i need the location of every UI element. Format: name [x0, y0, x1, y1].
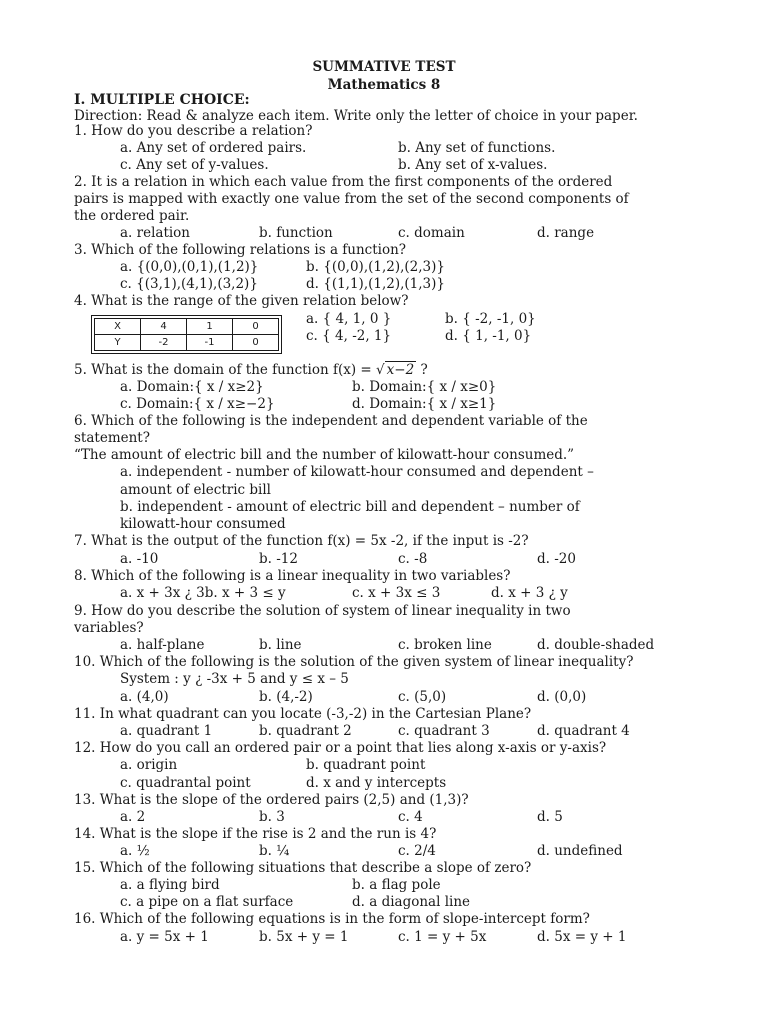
question-3-choice-c: c. {(3,1),(4,1),(3,2)} [120, 276, 258, 292]
question-6-stem-line2: statement? [74, 430, 150, 446]
table-cell: 0 [233, 319, 279, 335]
question-16-choice-d: d. 5x = y + 1 [537, 929, 627, 945]
question-8-stem: 8. Which of the following is a linear inequality in two variables? [74, 568, 511, 584]
question-9-stem-line2: variables? [74, 620, 144, 636]
question-15-choice-b: b. a flag pole [352, 877, 441, 893]
table-row [95, 335, 279, 351]
table-cell: -2 [141, 335, 187, 351]
question-4-choice-b: b. { -2, -1, 0} [445, 311, 536, 327]
question-9-choice-d: d. double-shaded [537, 637, 655, 653]
relation-table [94, 318, 279, 351]
question-11-choice-b: b. quadrant 2 [259, 723, 352, 739]
question-15-choice-d: d. a diagonal line [352, 894, 471, 910]
table-cell: 1 [187, 319, 233, 335]
question-8-choice-d: d. x + 3 ¿ y [491, 585, 568, 601]
question-6-choice-a: a. independent - number of kilowatt-hour consumed and dependent – [120, 464, 594, 480]
question-16-choice-c: c. 1 = y + 5x [398, 929, 487, 945]
question-8-choice-c: c. x + 3x ≤ 3 [352, 585, 441, 601]
question-4-choice-a: a. { 4, 1, 0 } [306, 311, 392, 327]
question-16-choice-a: a. y = 5x + 1 [120, 929, 209, 945]
question-7-choice-a: a. -10 [120, 551, 159, 567]
page-title: SUMMATIVE TEST [312, 59, 456, 75]
question-15-choice-c: c. a pipe on a flat surface [120, 894, 294, 910]
question-1-choice-a: a. Any set of ordered pairs. [120, 140, 307, 156]
question-5-stem [74, 362, 428, 379]
question-13-choice-c: c. 4 [398, 809, 423, 825]
question-5-choice-c: c. Domain:{ x / x≥−2} [120, 396, 275, 412]
question-14-choice-c: c. 2/4 [398, 843, 436, 859]
question-8-choice-ab: a. x + 3x ¿ 3b. x + 3 ≤ y [120, 585, 286, 601]
question-1-choice-c: c. Any set of y-values. [120, 157, 269, 173]
question-6-choice-b: b. independent - amount of electric bill and dependent – number of [120, 499, 580, 515]
question-14-choice-d: d. undefined [537, 843, 623, 859]
question-11-choice-d: d. quadrant 4 [537, 723, 630, 739]
question-6-choice-b-cont: kilowatt-hour consumed [120, 516, 286, 532]
table-cell: Y [95, 335, 141, 351]
question-1-choice-b: b. Any set of functions. [398, 140, 556, 156]
question-13-choice-a: a. 2 [120, 809, 146, 825]
question-7-choice-b: b. -12 [259, 551, 298, 567]
question-15-stem: 15. Which of the following situations that describe a slope of zero? [74, 860, 532, 876]
square-root-radicand: x−2 [386, 362, 415, 378]
section-heading: I. MULTIPLE CHOICE: [74, 92, 250, 108]
question-4-choice-c: c. { 4, -2, 1} [306, 328, 392, 344]
question-10-choice-c: c. (5,0) [398, 689, 447, 705]
question-2-stem-line3: the ordered pair. [74, 208, 190, 224]
page-subtitle: Mathematics 8 [327, 77, 441, 93]
question-12-choice-b: b. quadrant point [306, 757, 426, 773]
question-16-stem: 16. Which of the following equations is in the form of slope-intercept form? [74, 911, 590, 927]
table-row [95, 319, 279, 335]
question-3-choice-d: d. {(1,1),(1,2),(1,3)} [306, 276, 445, 292]
question-7-choice-c: c. -8 [398, 551, 428, 567]
question-2-choice-b: b. function [259, 225, 333, 241]
question-7-stem: 7. What is the output of the function f(x) = 5x -2, if the input is -2? [74, 533, 529, 549]
question-12-choice-a: a. origin [120, 757, 178, 773]
question-2-choice-d: d. range [537, 225, 595, 241]
question-11-choice-a: a. quadrant 1 [120, 723, 213, 739]
directions: Direction: Read & analyze each item. Write only the letter of choice in your paper. [74, 108, 638, 124]
question-14-choice-a: a. ½ [120, 843, 150, 859]
question-4-stem: 4. What is the range of the given relation below? [74, 293, 409, 309]
question-2-choice-c: c. domain [398, 225, 465, 241]
question-3-choice-b: b. {(0,0),(1,2),(2,3)} [306, 259, 445, 275]
question-2-stem-line1: 2. It is a relation in which each value from the first components of the ordered [74, 174, 613, 190]
question-10-choice-a: a. (4,0) [120, 689, 169, 705]
question-11-choice-c: c. quadrant 3 [398, 723, 490, 739]
question-6-stem-line1: 6. Which of the following is the independent and dependent variable of the [74, 413, 588, 429]
table-cell: -1 [187, 335, 233, 351]
question-5-stem-end: ? [416, 362, 428, 378]
question-12-stem: 12. How do you call an ordered pair or a point that lies along x-axis or y-axis? [74, 740, 607, 756]
question-6-choice-a-cont: amount of electric bill [120, 482, 271, 498]
question-3-choice-a: a. {(0,0),(0,1),(1,2)} [120, 259, 259, 275]
question-10-choice-d: d. (0,0) [537, 689, 587, 705]
question-5-choice-b: b. Domain:{ x / x≥0} [352, 379, 497, 395]
question-2-choice-a: a. relation [120, 225, 191, 241]
question-15-choice-a: a. a flying bird [120, 877, 220, 893]
table-cell: X [95, 319, 141, 335]
question-10-system: System : y ¿ -3x + 5 and y ≤ x – 5 [120, 671, 349, 687]
question-2-stem-line2: pairs is mapped with exactly one value from the set of the second components of [74, 191, 629, 207]
question-14-choice-b: b. ¼ [259, 843, 290, 859]
question-10-stem: 10. Which of the following is the solution of the given system of linear inequality? [74, 654, 634, 670]
question-1-stem: 1. How do you describe a relation? [74, 123, 313, 139]
question-10-choice-b: b. (4,-2) [259, 689, 313, 705]
table-cell: 4 [141, 319, 187, 335]
question-9-choice-c: c. broken line [398, 637, 492, 653]
table-cell: 0 [233, 335, 279, 351]
question-14-stem: 14. What is the slope if the rise is 2 and the run is 4? [74, 826, 437, 842]
question-9-choice-a: a. half-plane [120, 637, 205, 653]
question-13-stem: 13. What is the slope of the ordered pairs (2,5) and (1,3)? [74, 792, 469, 808]
question-4-choice-d: d. { 1, -1, 0} [445, 328, 532, 344]
question-13-choice-d: d. 5 [537, 809, 563, 825]
question-7-choice-d: d. -20 [537, 551, 576, 567]
question-9-stem-line1: 9. How do you describe the solution of system of linear inequality in two [74, 603, 571, 619]
question-1-choice-d: b. Any set of x-values. [398, 157, 548, 173]
question-12-choice-c: c. quadrantal point [120, 775, 251, 791]
question-3-stem: 3. Which of the following relations is a function? [74, 242, 407, 258]
question-16-choice-b: b. 5x + y = 1 [259, 929, 349, 945]
question-5-choice-a: a. Domain:{ x / x≥2} [120, 379, 264, 395]
question-13-choice-b: b. 3 [259, 809, 285, 825]
question-11-stem: 11. In what quadrant can you locate (-3,-2) in the Cartesian Plane? [74, 706, 532, 722]
question-12-choice-d: d. x and y intercepts [306, 775, 447, 791]
question-9-choice-b: b. line [259, 637, 302, 653]
question-5-choice-d: d. Domain:{ x / x≥1} [352, 396, 497, 412]
question-6-quote: “The amount of electric bill and the number of kilowatt-hour consumed.” [74, 447, 575, 463]
question-5-stem-text: 5. What is the domain of the function f(x) = √ [74, 362, 385, 378]
